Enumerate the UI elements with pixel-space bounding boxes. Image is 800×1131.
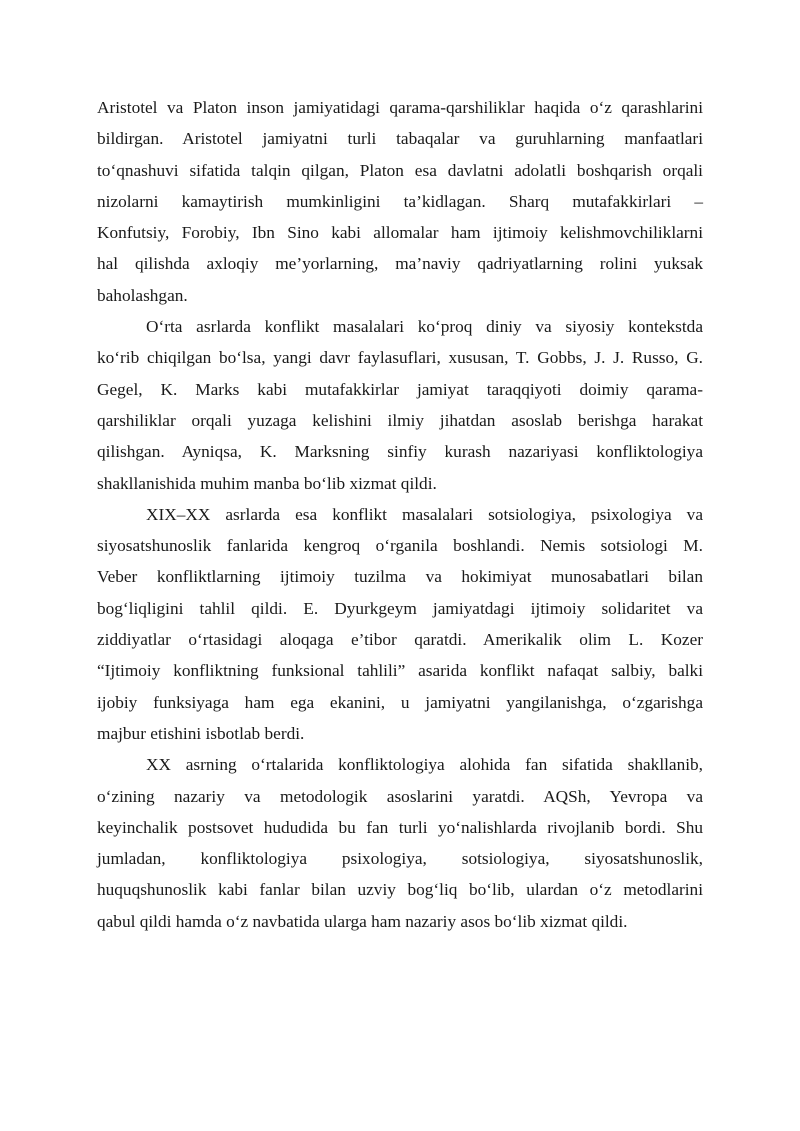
text-line: majbur etishini isbotlab berdi.: [97, 723, 305, 743]
text-line: XIX–XX asrlarda esa konflikt masalalari sotsiologiya, psixologiya va: [146, 504, 703, 524]
text-line: keyinchalik postsovet hududida bu fan turli yo‘nalishlarda rivojlanib bordi. Shu: [97, 817, 703, 837]
paragraph-3: [97, 499, 703, 749]
text-line: shakllanishida muhim manba bo‘lib xizmat qildi.: [97, 473, 437, 493]
text-line: o‘zining nazariy va metodologik asoslarini yaratdi. AQSh, Yevropa va: [97, 786, 703, 806]
text-line: O‘rta asrlarda konflikt masalalari ko‘proq diniy va siyosiy kontekstda: [146, 317, 703, 337]
text-line: qabul qildi hamda o‘z navbatida ularga ham nazariy asos bo‘lib xizmat qildi.: [97, 911, 628, 931]
body-text: [97, 92, 703, 937]
paragraph-1: [97, 92, 703, 311]
text-line: nizolarni kamaytirish mumkinligini ta’kidlagan. Sharq mutafakkirlari –: [97, 191, 703, 211]
paragraph-2: [97, 311, 703, 499]
paragraph-4: [97, 749, 703, 937]
text-line: ijobiy funksiyaga ham ega ekanini, u jamiyatni yangilanishga, o‘zgarishga: [97, 692, 703, 712]
text-line: Veber konfliktlarning ijtimoiy tuzilma va hokimiyat munosabatlari bilan: [97, 567, 703, 587]
text-line: “Ijtimoiy konfliktning funksional tahlili” asarida konflikt nafaqat salbiy, balki: [97, 661, 703, 681]
text-line: siyosatshunoslik fanlarida kengroq o‘rganila boshlandi. Nemis sotsiologi M.: [97, 536, 703, 556]
text-line: bog‘liqligini tahlil qildi. E. Dyurkgeym jamiyatdagi ijtimoiy solidaritet va: [97, 598, 703, 618]
text-line: Konfutsiy, Forobiy, Ibn Sino kabi allomalar ham ijtimoiy kelishmovchiliklarni: [97, 223, 703, 243]
text-line: hal qilishda axloqiy me’yorlarning, ma’naviy qadriyatlarning rolini yuksak: [97, 254, 703, 274]
text-line: XX asrning o‘rtalarida konfliktologiya alohida fan sifatida shakllanib,: [146, 755, 703, 775]
text-line: bildirgan. Aristotel jamiyatni turli tabaqalar va guruhlarning manfaatlari: [97, 129, 703, 149]
text-line: ko‘rib chiqilgan bo‘lsa, yangi davr faylasuflari, xususan, T. Gobbs, J. J. Russo, G.: [97, 348, 703, 368]
text-line: qilishgan. Ayniqsa, K. Marksning sinfiy kurash nazariyasi konfliktologiya: [97, 442, 703, 462]
text-line: ziddiyatlar o‘rtasidagi aloqaga e’tibor qaratdi. Amerikalik olim L. Kozer: [97, 630, 703, 650]
text-line: jumladan, konfliktologiya psixologiya, sotsiologiya, siyosatshunoslik,: [97, 849, 703, 869]
text-line: qarshiliklar orqali yuzaga kelishini ilmiy jihatdan asoslab berishga harakat: [97, 410, 703, 430]
text-line: to‘qnashuvi sifatida talqin qilgan, Platon esa davlatni adolatli boshqarish orqali: [97, 160, 703, 180]
text-line: baholashgan.: [97, 285, 188, 305]
text-line: Gegel, K. Marks kabi mutafakkirlar jamiyat taraqqiyoti doimiy qarama-: [97, 379, 703, 399]
text-line: huquqshunoslik kabi fanlar bilan uzviy bog‘liq bo‘lib, ulardan o‘z metodlarini: [97, 880, 703, 900]
text-line: Aristotel va Platon inson jamiyatidagi qarama-qarshiliklar haqida o‘z qarashlarini: [97, 98, 703, 117]
